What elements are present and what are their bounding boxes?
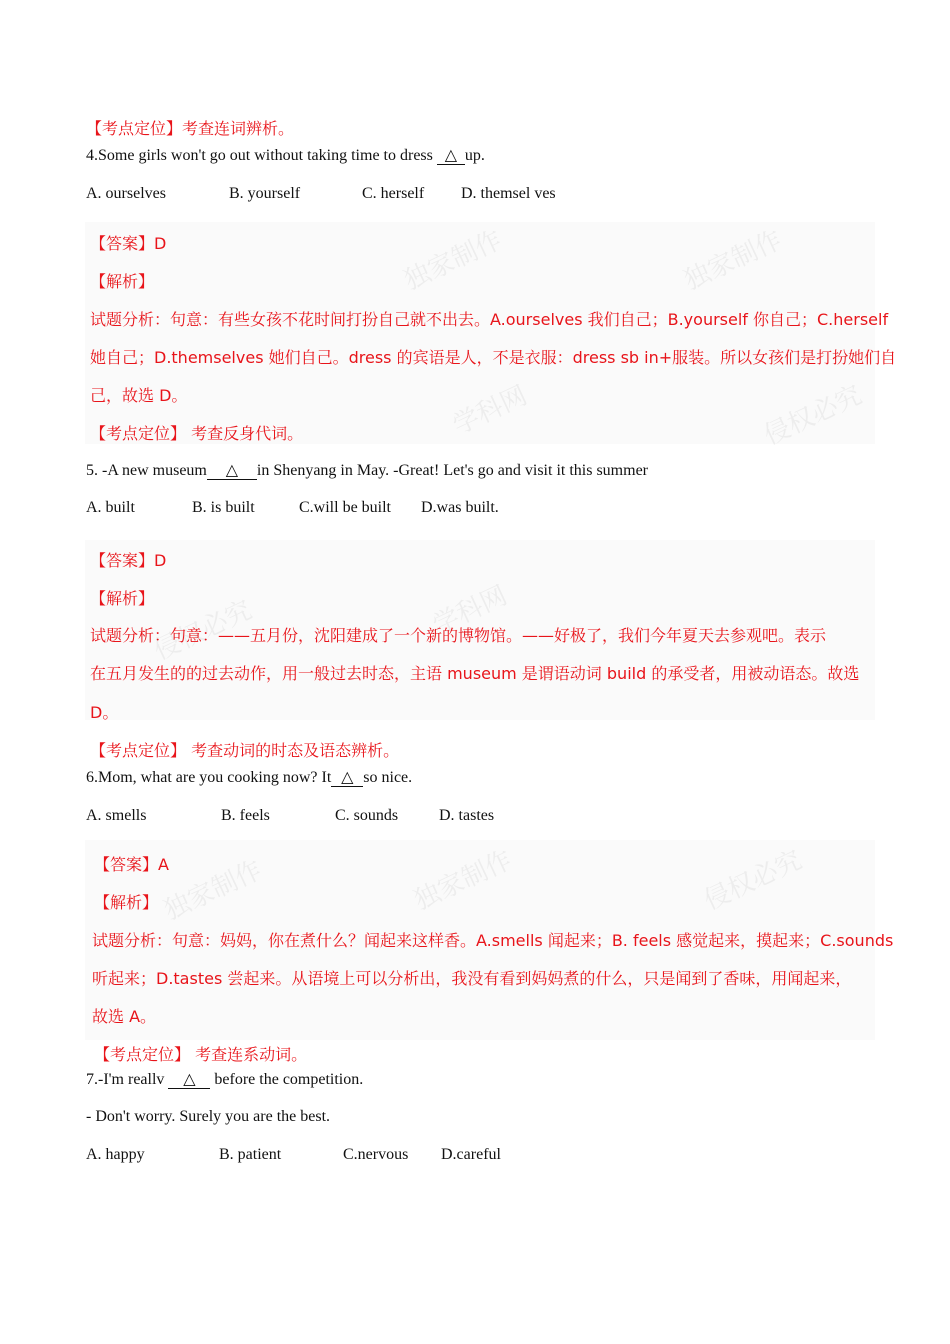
watermark-text: 学科网: [428, 580, 512, 641]
answer-label: 【答案】D: [90, 551, 167, 570]
watermark-text: 侵权必究: [699, 845, 807, 917]
topic-locator: 【考点定位】 考查反身代词。: [90, 424, 304, 443]
watermark-text: 独家制作: [399, 225, 507, 297]
question-7: [86, 1071, 363, 1089]
watermark-text: 学科网: [448, 380, 532, 441]
analysis-line: 试题分析：句意：——五月份，沈阳建成了一个新的博物馆。——好极了，我们今年夏天去参观吧。表示: [90, 626, 827, 645]
option-b: B. feels: [221, 807, 270, 824]
analysis-line: 试题分析：句意：有些女孩不花时间打扮自己就不出去。A.ourselves 我们自己；B.yourself 你自己；C.herself: [90, 310, 889, 329]
question-6: [86, 769, 412, 787]
answer-label: 【答案】D: [90, 234, 167, 253]
option-c: C.nervous: [343, 1146, 409, 1163]
analysis-line: 己，故选 D。: [90, 386, 188, 405]
analysis-label: 【解析】: [94, 893, 159, 912]
option-d: D.careful: [441, 1146, 501, 1163]
option-a: A. happy: [86, 1146, 145, 1163]
topic-locator: 【考点定位】 考查动词的时态及语态辨析。: [90, 741, 400, 760]
question-5: [86, 462, 648, 480]
option-b: B. is built: [192, 499, 255, 516]
option-d: D.was built.: [421, 499, 499, 516]
option-b: B. patient: [219, 1146, 282, 1163]
option-c: C.will be built: [299, 499, 391, 516]
analysis-line: D。: [90, 703, 119, 722]
question-text: so nice.: [363, 769, 413, 786]
question-text: in Shenyang in May. -Great! Let's go and visit it this summer: [256, 462, 648, 479]
analysis-line: 试题分析：句意：妈妈，你在煮什么？闻起来这样香。A.smells 闻起来；B. feels 感觉起来，摸起来；C.sounds: [92, 931, 894, 950]
option-d: D. tastes: [439, 807, 495, 824]
analysis-line: 故选 A。: [92, 1007, 157, 1026]
watermark-text: 独家制作: [159, 855, 267, 927]
question-text: 7.-I'm reallv: [86, 1071, 169, 1088]
option-c: C. herself: [362, 185, 425, 202]
answer-blank: △: [437, 148, 465, 165]
answer-blank: △: [168, 1072, 210, 1089]
analysis-line: 听起来；D.tastes 尝起来。从语境上可以分析出，我没有看到妈妈煮的什么，只是闻到了香味，用闻起来，: [92, 969, 852, 988]
question-text: before the competition.: [210, 1071, 364, 1088]
question-text: 6.Mom, what are you cooking now? It: [86, 769, 332, 786]
option-b: B. yourself: [229, 185, 301, 202]
topic-locator: 【考点定位】考查连词辨析。: [86, 119, 295, 138]
analysis-label: 【解析】: [90, 272, 155, 291]
question-4: [86, 147, 485, 165]
question-text: 5. -A new museum: [86, 462, 207, 479]
answer-label: 【答案】A: [94, 855, 169, 874]
option-a: A. ourselves: [86, 185, 166, 202]
question-text: 4.Some girls won't go out without taking time to dress: [86, 147, 437, 164]
option-d: D. themsel ves: [461, 185, 556, 202]
answer-blank: △: [207, 463, 257, 480]
watermark-text: 侵权必究: [759, 380, 867, 452]
analysis-line: 在五月发生的的过去动作，用一般过去时态，主语 museum 是谓语动词 build 的承受者，用被动语态。故选: [90, 664, 860, 683]
watermark-text: 独家制作: [409, 845, 517, 917]
option-c: C. sounds: [335, 807, 399, 824]
watermark-text: 独家制作: [679, 225, 787, 297]
option-a: A. built: [86, 499, 135, 516]
answer-blank: △: [331, 770, 363, 787]
dialogue-reply: - Don't worry. Surely you are the best.: [86, 1108, 331, 1125]
option-a: A. smells: [86, 807, 147, 824]
watermark-text: 侵权必究: [149, 595, 257, 667]
question-text: up.: [464, 147, 485, 164]
analysis-label: 【解析】: [90, 589, 155, 608]
topic-locator: 【考点定位】 考查连系动词。: [94, 1045, 308, 1064]
analysis-line: 她自己；D.themselves 她们自己。dress 的宾语是人，不是衣服：dress sb in+服装。所以女孩们是打扮她们自: [90, 348, 897, 367]
